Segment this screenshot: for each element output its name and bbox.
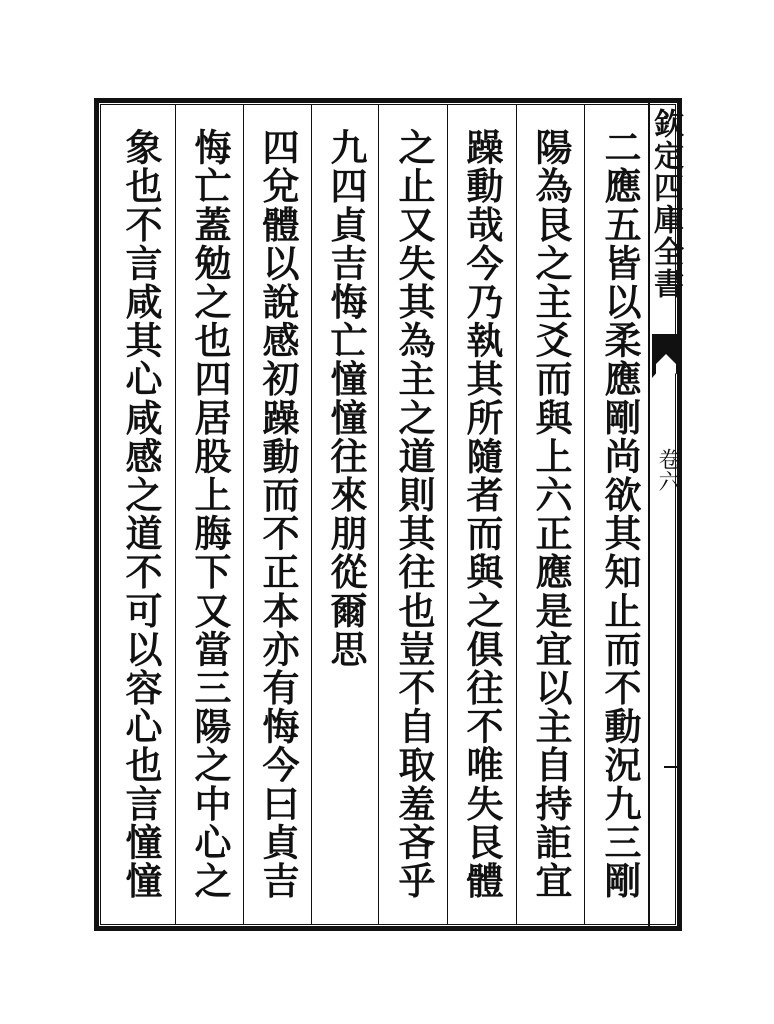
fold-tick-mark [664, 766, 680, 768]
column-rule [311, 104, 312, 925]
text-column-1: 二應五皆以柔應剛尚欲其知止而不動況九三剛 [598, 128, 642, 900]
text-column-6: 四兌體以說感初躁動而不正本亦有悔今曰貞吉 [256, 128, 300, 900]
book-title: 欽定四庫全書 [648, 108, 683, 300]
juan-number: 卷六 [655, 448, 680, 492]
column-rule [516, 104, 517, 925]
column-rule [378, 104, 379, 925]
text-column-7: 悔亡蓋勉之也四居股上脢下又當三陽之中心之 [188, 128, 232, 900]
text-column-4: 之止又失其為主之道則其往也豈不自取羞吝乎 [392, 128, 436, 900]
column-rule [447, 104, 448, 925]
fish-tail-mark-icon [652, 334, 680, 378]
text-column-5: 九四貞吉悔亡憧憧往來朋從爾思 [324, 128, 368, 669]
column-rule [243, 104, 244, 925]
column-rule [175, 104, 176, 925]
text-column-2: 陽為艮之主爻而與上六正應是宜以主自持詎宜 [529, 128, 573, 900]
text-column-8: 象也不言咸其心咸感之道不可以容心也言憧憧 [119, 128, 163, 900]
column-rule [584, 104, 585, 925]
text-column-3: 躁動哉今乃執其所隨者而與之俱往不唯失艮體 [460, 128, 504, 900]
